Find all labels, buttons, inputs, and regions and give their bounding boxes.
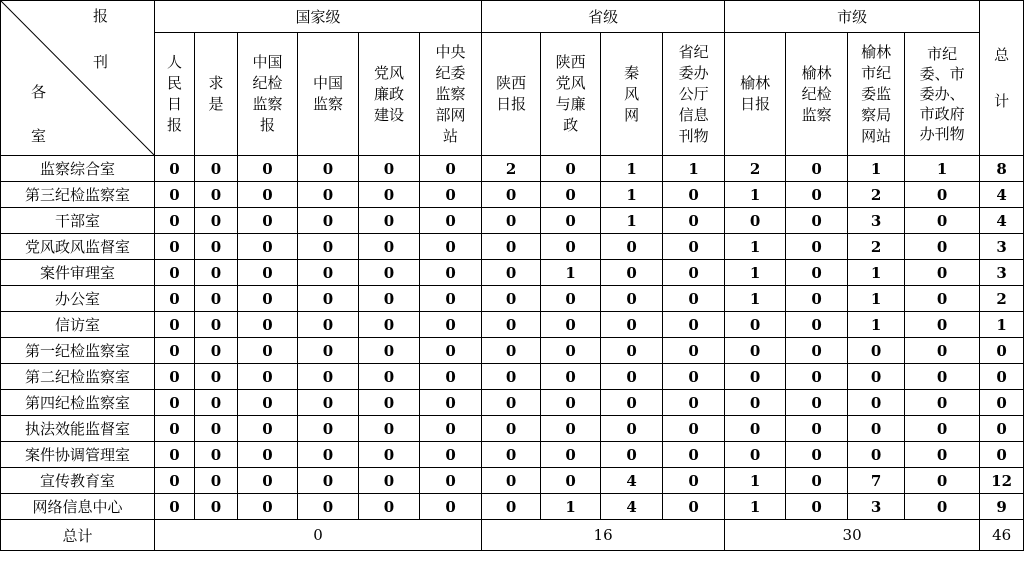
row-department-name: 干部室 [1,208,155,234]
table-cell: 0 [359,208,420,234]
table-cell: 0 [905,494,980,520]
table-cell: 0 [482,364,541,390]
row-department-name: 网络信息中心 [1,494,155,520]
table-cell: 0 [725,364,786,390]
table-cell: 1 [848,156,905,182]
table-cell: 0 [482,286,541,312]
table-cell: 0 [420,390,482,416]
table-row [1,260,1024,286]
table-cell: 0 [155,468,195,494]
column-header-provincial-office-publication: 省纪委办公厅信息刊物 [663,33,725,156]
table-cell: 0 [359,234,420,260]
table-cell: 1 [725,234,786,260]
table-cell: 0 [420,442,482,468]
table-cell: 0 [155,416,195,442]
row-total-cell: 12 [980,468,1024,494]
table-row [1,494,1024,520]
table-cell: 0 [541,182,601,208]
table-cell: 0 [420,312,482,338]
table-cell: 0 [359,338,420,364]
table-cell: 3 [848,494,905,520]
table-cell: 4 [601,468,663,494]
table-cell: 0 [663,234,725,260]
column-header-yulin-jijian-jiancha: 榆林纪检监察 [786,33,848,156]
table-cell: 0 [155,156,195,182]
column-header-yulin-jiwei-website: 榆林市纪委监察局网站 [848,33,905,156]
table-cell: 0 [541,416,601,442]
table-cell: 0 [786,442,848,468]
table-cell: 0 [482,468,541,494]
table-cell: 0 [420,416,482,442]
table-row [1,468,1024,494]
table-cell: 0 [663,286,725,312]
row-total-cell: 4 [980,182,1024,208]
table-cell: 0 [482,208,541,234]
table-row [1,234,1024,260]
table-cell: 0 [848,442,905,468]
table-cell: 0 [195,182,238,208]
table-cell: 0 [238,234,298,260]
table-cell: 0 [601,338,663,364]
table-cell: 0 [298,390,359,416]
row-department-name: 案件协调管理室 [1,442,155,468]
table-cell: 0 [155,338,195,364]
table-cell: 0 [195,364,238,390]
table-cell: 0 [155,286,195,312]
table-cell: 0 [663,416,725,442]
row-department-name: 案件审理室 [1,260,155,286]
row-total-cell: 0 [980,338,1024,364]
table-cell: 0 [420,208,482,234]
table-cell: 0 [601,416,663,442]
table-cell: 0 [238,182,298,208]
column-header-shaanxi-ribao: 陕西日报 [482,33,541,156]
table-cell: 0 [420,182,482,208]
table-cell: 0 [298,208,359,234]
table-cell: 4 [601,494,663,520]
table-cell: 0 [541,364,601,390]
table-cell: 0 [359,260,420,286]
table-cell: 0 [786,390,848,416]
table-cell: 0 [155,312,195,338]
table-cell: 0 [848,390,905,416]
group-header-national: 国家级 [155,1,482,33]
table-cell: 0 [420,260,482,286]
table-cell: 0 [155,260,195,286]
table-cell: 0 [541,234,601,260]
table-cell: 0 [482,260,541,286]
table-row [1,156,1024,182]
table-header [1,1,1024,156]
table-row [1,286,1024,312]
table-cell: 0 [786,234,848,260]
table-cell: 0 [420,364,482,390]
table-cell: 0 [359,286,420,312]
table-cell: 0 [238,494,298,520]
row-department-name: 监察综合室 [1,156,155,182]
table-cell: 0 [359,416,420,442]
table-cell: 0 [848,338,905,364]
table-cell: 7 [848,468,905,494]
table-cell: 0 [195,260,238,286]
table-cell: 0 [601,234,663,260]
table-cell: 0 [541,442,601,468]
corner-header-cell [1,1,155,156]
table-cell: 0 [905,416,980,442]
table-cell: 0 [725,416,786,442]
table-cell: 0 [905,468,980,494]
row-total-cell: 3 [980,260,1024,286]
table-cell: 1 [848,260,905,286]
table-cell: 1 [905,156,980,182]
table-cell: 2 [848,182,905,208]
row-total-cell: 9 [980,494,1024,520]
table-cell: 0 [155,442,195,468]
table-cell: 0 [786,286,848,312]
table-cell: 0 [359,364,420,390]
row-total-cell: 0 [980,442,1024,468]
table-cell: 1 [725,286,786,312]
table-cell: 0 [541,208,601,234]
table-cell: 0 [298,234,359,260]
table-cell: 1 [725,468,786,494]
table-cell: 0 [238,390,298,416]
table-cell: 0 [420,494,482,520]
table-cell: 0 [359,468,420,494]
table-row [1,416,1024,442]
table-cell: 0 [195,286,238,312]
table-cell: 0 [725,338,786,364]
column-header-qinfeng-wang: 秦风网 [601,33,663,156]
table-cell: 0 [238,468,298,494]
table-cell: 0 [905,442,980,468]
table-cell: 0 [601,390,663,416]
row-department-name: 第二纪检监察室 [1,364,155,390]
table-cell: 0 [482,442,541,468]
table-cell: 0 [601,260,663,286]
table-cell: 0 [195,390,238,416]
table-cell: 0 [725,442,786,468]
table-cell: 0 [725,390,786,416]
table-cell: 2 [848,234,905,260]
column-header-qiushi: 求是 [195,33,238,156]
table-cell: 0 [238,338,298,364]
table-cell: 0 [298,494,359,520]
table-cell: 0 [420,234,482,260]
table-cell: 0 [155,182,195,208]
table-row [1,390,1024,416]
table-cell: 0 [238,208,298,234]
table-cell: 0 [541,468,601,494]
row-department-name: 宣传教育室 [1,468,155,494]
table-cell: 0 [420,338,482,364]
table-cell: 0 [298,182,359,208]
table-cell: 0 [786,468,848,494]
row-total-cell: 0 [980,364,1024,390]
table-cell: 0 [725,208,786,234]
row-department-name: 办公室 [1,286,155,312]
table-cell: 0 [786,416,848,442]
column-header-renmin-ribao: 人民日报 [155,33,195,156]
table-cell: 0 [420,468,482,494]
table-cell: 0 [601,364,663,390]
table-cell: 0 [195,312,238,338]
table-cell: 0 [155,390,195,416]
table-cell: 0 [541,338,601,364]
table-cell: 0 [359,156,420,182]
summary-row [1,520,1024,551]
row-total-cell: 2 [980,286,1024,312]
table-cell: 0 [601,312,663,338]
table-body [1,156,1024,520]
column-header-city-office-publication: 市纪委、市委办、市政府办刊物 [905,33,980,156]
table-cell: 0 [238,286,298,312]
table-cell: 0 [195,208,238,234]
table-cell: 0 [541,286,601,312]
table-cell: 1 [601,182,663,208]
corner-label-top-2: 刊 [93,53,109,71]
summary-national-total: 0 [155,520,482,551]
table-cell: 1 [725,260,786,286]
row-total-cell: 3 [980,234,1024,260]
table-cell: 0 [238,364,298,390]
table-cell: 1 [541,260,601,286]
table-cell: 0 [420,286,482,312]
table-cell: 0 [482,338,541,364]
table-cell: 1 [848,286,905,312]
table-footer [1,520,1024,551]
table-cell: 0 [786,338,848,364]
row-department-name: 党风政风监督室 [1,234,155,260]
table-cell: 0 [298,416,359,442]
row-total-cell: 4 [980,208,1024,234]
table-cell: 0 [359,182,420,208]
table-cell: 0 [155,364,195,390]
table-cell: 0 [238,312,298,338]
table-cell: 0 [155,208,195,234]
table-cell: 0 [601,286,663,312]
table-cell: 0 [195,442,238,468]
table-cell: 0 [359,312,420,338]
table-cell: 0 [482,416,541,442]
summary-provincial-total: 16 [482,520,725,551]
table-cell: 0 [905,338,980,364]
table-cell: 0 [905,286,980,312]
row-total-cell: 0 [980,390,1024,416]
table-cell: 0 [195,494,238,520]
table-cell: 0 [359,390,420,416]
table-cell: 0 [238,442,298,468]
table-cell: 0 [663,468,725,494]
table-cell: 0 [905,260,980,286]
column-header-dangfeng-lianzheng-jianshe: 党风廉政建设 [359,33,420,156]
column-header-zhongyang-jiwei-website: 中央纪委监察部网站 [420,33,482,156]
table-cell: 0 [663,260,725,286]
group-header-provincial: 省级 [482,1,725,33]
table-cell: 0 [359,494,420,520]
table-row [1,208,1024,234]
table-cell: 0 [482,234,541,260]
table-cell: 0 [786,494,848,520]
table-cell: 0 [663,208,725,234]
table-cell: 0 [905,182,980,208]
table-cell: 0 [786,156,848,182]
table-row [1,312,1024,338]
table-cell: 0 [155,234,195,260]
table-cell: 0 [195,156,238,182]
table-cell: 0 [195,234,238,260]
table-cell: 0 [238,260,298,286]
table-cell: 0 [786,312,848,338]
table-cell: 1 [725,494,786,520]
table-cell: 0 [905,208,980,234]
table-cell: 0 [786,364,848,390]
table-cell: 0 [663,182,725,208]
table-cell: 0 [663,390,725,416]
table-cell: 1 [601,156,663,182]
table-cell: 2 [482,156,541,182]
table-cell: 0 [298,442,359,468]
table-cell: 0 [482,312,541,338]
table-cell: 0 [541,312,601,338]
table-cell: 0 [848,364,905,390]
column-header-yulin-ribao: 榆林日报 [725,33,786,156]
table-cell: 0 [298,286,359,312]
row-total-cell: 1 [980,312,1024,338]
table-cell: 0 [786,182,848,208]
row-total-cell: 8 [980,156,1024,182]
table-cell: 1 [663,156,725,182]
table-cell: 0 [663,338,725,364]
diagonal-divider [1,1,155,156]
table-cell: 3 [848,208,905,234]
table-cell: 0 [905,390,980,416]
table-cell: 1 [848,312,905,338]
table-row [1,338,1024,364]
table-cell: 0 [298,364,359,390]
column-header-zhongguo-jijian-jiancha-bao: 中国纪检监察报 [238,33,298,156]
table-cell: 0 [905,364,980,390]
table-cell: 0 [663,442,725,468]
table-cell: 0 [298,156,359,182]
table-cell: 0 [601,442,663,468]
summary-label: 总计 [1,520,155,551]
row-department-name: 信访室 [1,312,155,338]
table-cell: 1 [725,182,786,208]
table-cell: 0 [905,234,980,260]
table-row [1,182,1024,208]
table-cell: 0 [195,468,238,494]
table-cell: 0 [482,390,541,416]
summary-grand-total: 46 [980,520,1024,551]
table-cell: 0 [195,338,238,364]
table-row [1,442,1024,468]
table-cell: 0 [905,312,980,338]
table-cell: 0 [725,312,786,338]
group-header-city: 市级 [725,1,980,33]
table-cell: 0 [298,260,359,286]
table-cell: 0 [420,156,482,182]
table-cell: 1 [541,494,601,520]
table-cell: 2 [725,156,786,182]
column-header-zhongguo-jiancha: 中国监察 [298,33,359,156]
table-cell: 0 [663,312,725,338]
table-cell: 0 [848,416,905,442]
row-department-name: 第三纪检监察室 [1,182,155,208]
table-cell: 0 [786,260,848,286]
table-cell: 0 [298,312,359,338]
column-header-shaanxi-dangfeng-lianzheng: 陕西党风与廉政 [541,33,601,156]
table-cell: 0 [786,208,848,234]
table-cell: 0 [541,390,601,416]
table-cell: 0 [238,156,298,182]
summary-city-total: 30 [725,520,980,551]
table-cell: 0 [663,494,725,520]
total-column-header: 总计 [980,1,1024,156]
table-cell: 0 [238,416,298,442]
table-row [1,364,1024,390]
row-department-name: 第一纪检监察室 [1,338,155,364]
row-department-name: 执法效能监督室 [1,416,155,442]
table-cell: 1 [601,208,663,234]
corner-label-left-2: 室 [31,127,47,145]
table-cell: 0 [482,494,541,520]
table-cell: 0 [541,156,601,182]
table-cell: 0 [298,468,359,494]
table-cell: 0 [482,182,541,208]
row-total-cell: 0 [980,416,1024,442]
corner-label-left-1: 各 [31,83,47,101]
row-department-name: 第四纪检监察室 [1,390,155,416]
table-cell: 0 [195,416,238,442]
table-cell: 0 [663,364,725,390]
table-cell: 0 [155,494,195,520]
table-cell: 0 [298,338,359,364]
table-cell: 0 [359,442,420,468]
corner-label-top-1: 报 [93,7,109,25]
